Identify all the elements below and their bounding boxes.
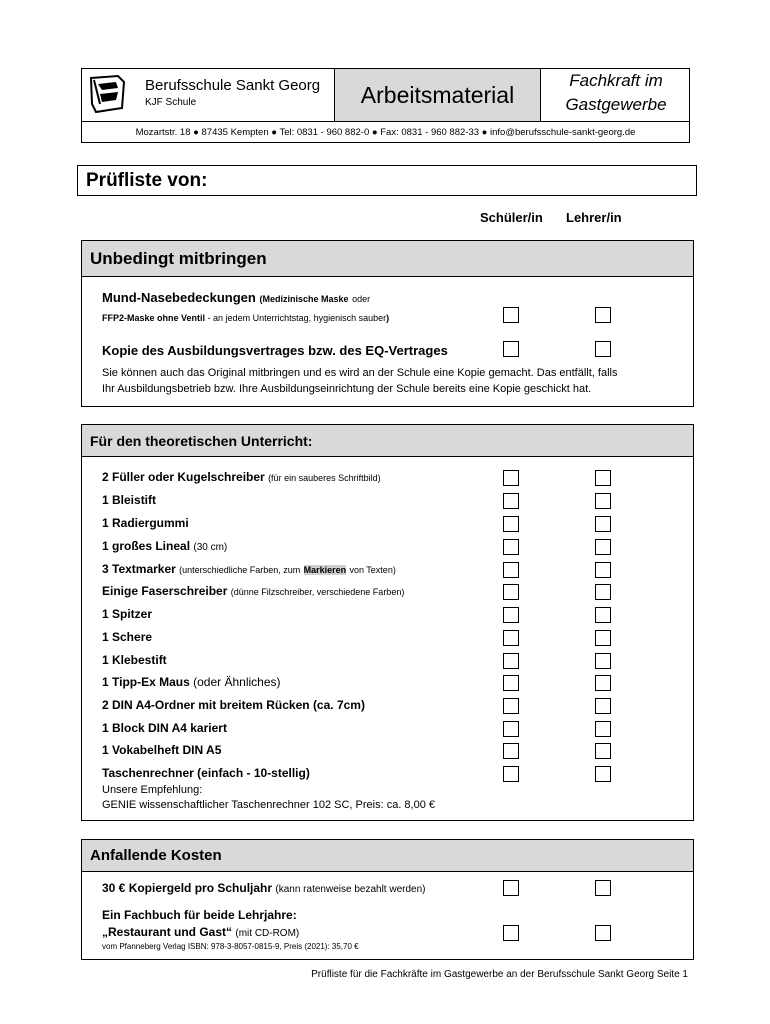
note-line: Ihr Ausbildungsbetrieb bzw. Ihre Ausbildungseinrichtung der Schule bereits eine Kopie geschickt hat. <box>102 383 592 395</box>
list-item: Ein Fachbuch für beide Lehrjahre: <box>102 908 297 922</box>
list-item: Einige Faserschreiber (dünne Filzschreiber, verschiedene Farben) <box>102 584 405 598</box>
teacher-checkbox[interactable] <box>595 562 611 578</box>
school-block <box>82 69 334 121</box>
list-item: Taschenrechner (einfach - 10-stellig) <box>102 766 310 780</box>
teacher-checkbox[interactable] <box>595 307 611 323</box>
list-item: 30 € Kopiergeld pro Schuljahr (kann ratenweise bezahlt werden) <box>102 881 426 895</box>
list-item: 1 Vokabelheft DIN A5 <box>102 743 222 757</box>
checklist-title[interactable]: Prüfliste von: <box>77 165 697 196</box>
column-student: Schüler/in <box>480 210 543 225</box>
list-item: 2 DIN A4-Ordner mit breitem Rücken (ca. 7cm) <box>102 698 365 712</box>
student-checkbox[interactable] <box>503 470 519 486</box>
list-item: Kopie des Ausbildungsvertrages bzw. des EQ-Vertrages <box>102 343 448 358</box>
teacher-checkbox[interactable] <box>595 653 611 669</box>
list-item: 3 Textmarker (unterschiedliche Farben, zum Markieren von Texten) <box>102 562 396 576</box>
list-item: 1 Schere <box>102 630 153 644</box>
column-teacher: Lehrer/in <box>566 210 622 225</box>
section-theory <box>81 424 694 821</box>
section-heading: Anfallende Kosten <box>82 840 693 872</box>
list-item: 1 Block DIN A4 kariert <box>102 721 227 735</box>
teacher-checkbox[interactable] <box>595 698 611 714</box>
teacher-checkbox[interactable] <box>595 766 611 782</box>
teacher-checkbox[interactable] <box>595 470 611 486</box>
school-logo-icon <box>88 74 128 114</box>
student-checkbox[interactable] <box>503 880 519 896</box>
student-checkbox[interactable] <box>503 721 519 737</box>
school-address: Mozartstr. 18 ● 87435 Kempten ● Tel: 0831 - 960 882-0 ● Fax: 0831 - 960 882-33 ● info@berufsschule-sankt-georg.de <box>135 126 636 138</box>
student-checkbox[interactable] <box>503 698 519 714</box>
teacher-checkbox[interactable] <box>595 493 611 509</box>
section-heading: Unbedingt mitbringen <box>82 241 693 277</box>
teacher-checkbox[interactable] <box>595 675 611 691</box>
teacher-checkbox[interactable] <box>595 584 611 600</box>
school-subtitle: KJF Schule <box>145 97 197 108</box>
section-heading: Für den theoretischen Unterricht: <box>82 425 693 457</box>
teacher-checkbox[interactable] <box>595 607 611 623</box>
student-checkbox[interactable] <box>503 516 519 532</box>
student-checkbox[interactable] <box>503 493 519 509</box>
student-checkbox[interactable] <box>503 607 519 623</box>
student-checkbox[interactable] <box>503 584 519 600</box>
list-item: 2 Füller oder Kugelschreiber (für ein sauberes Schriftbild) <box>102 470 381 484</box>
list-item: 1 großes Lineal (30 cm) <box>102 539 228 553</box>
teacher-checkbox[interactable] <box>595 743 611 759</box>
recommendation-text: GENIE wissenschaftlicher Taschenrechner 102 SC, Preis: ca. 8,00 € <box>102 799 436 811</box>
recommendation-label: Unsere Empfehlung: <box>102 784 203 796</box>
list-item: 1 Radiergummi <box>102 516 189 530</box>
section-costs <box>81 839 694 960</box>
student-checkbox[interactable] <box>503 307 519 323</box>
teacher-checkbox[interactable] <box>595 516 611 532</box>
section-must-bring <box>81 240 694 407</box>
student-checkbox[interactable] <box>503 630 519 646</box>
list-item: 1 Bleistift <box>102 493 157 507</box>
doc-type: Arbeitsmaterial <box>334 69 541 121</box>
document-header <box>81 68 690 143</box>
student-checkbox[interactable] <box>503 539 519 555</box>
student-checkbox[interactable] <box>503 766 519 782</box>
subject-line-1: Fachkraft im <box>569 71 663 90</box>
header-top-row <box>82 69 689 122</box>
note-line: Sie können auch das Original mitbringen und es wird an der Schule eine Kopie gemacht. Das entfällt, falls <box>102 367 618 379</box>
list-item: 1 Spitzer <box>102 607 153 621</box>
student-checkbox[interactable] <box>503 341 519 357</box>
teacher-checkbox[interactable] <box>595 925 611 941</box>
subject-line-2: Gastgewerbe <box>565 95 667 114</box>
teacher-checkbox[interactable] <box>595 341 611 357</box>
teacher-checkbox[interactable] <box>595 721 611 737</box>
teacher-checkbox[interactable] <box>595 630 611 646</box>
student-checkbox[interactable] <box>503 653 519 669</box>
teacher-checkbox[interactable] <box>595 539 611 555</box>
book-details: vom Pfanneberg Verlag ISBN: 978-3-8057-0815-9, Preis (2021): 35,70 € <box>102 942 359 951</box>
list-item: 1 Klebestift <box>102 653 167 667</box>
student-checkbox[interactable] <box>503 562 519 578</box>
list-item: 1 Tipp-Ex Maus (oder Ähnliches) <box>102 675 281 689</box>
list-item: Mund-Nasebedeckungen (Medizinische Maske oder <box>102 290 371 305</box>
school-name: Berufsschule Sankt Georg <box>145 77 321 94</box>
list-item: „Restaurant und Gast“ (mit CD-ROM) <box>102 925 300 939</box>
list-item: FFP2-Maske ohne Ventil - an jedem Unterrichtstag, hygienisch sauber) <box>102 313 390 323</box>
highlighted-word: Markieren <box>303 565 347 575</box>
student-checkbox[interactable] <box>503 675 519 691</box>
teacher-checkbox[interactable] <box>595 880 611 896</box>
student-checkbox[interactable] <box>503 925 519 941</box>
student-checkbox[interactable] <box>503 743 519 759</box>
page-footer: Prüfliste für die Fachkräfte im Gastgewerbe an der Berufsschule Sankt Georg Seite 1 <box>311 969 688 980</box>
subject-block <box>541 69 691 121</box>
